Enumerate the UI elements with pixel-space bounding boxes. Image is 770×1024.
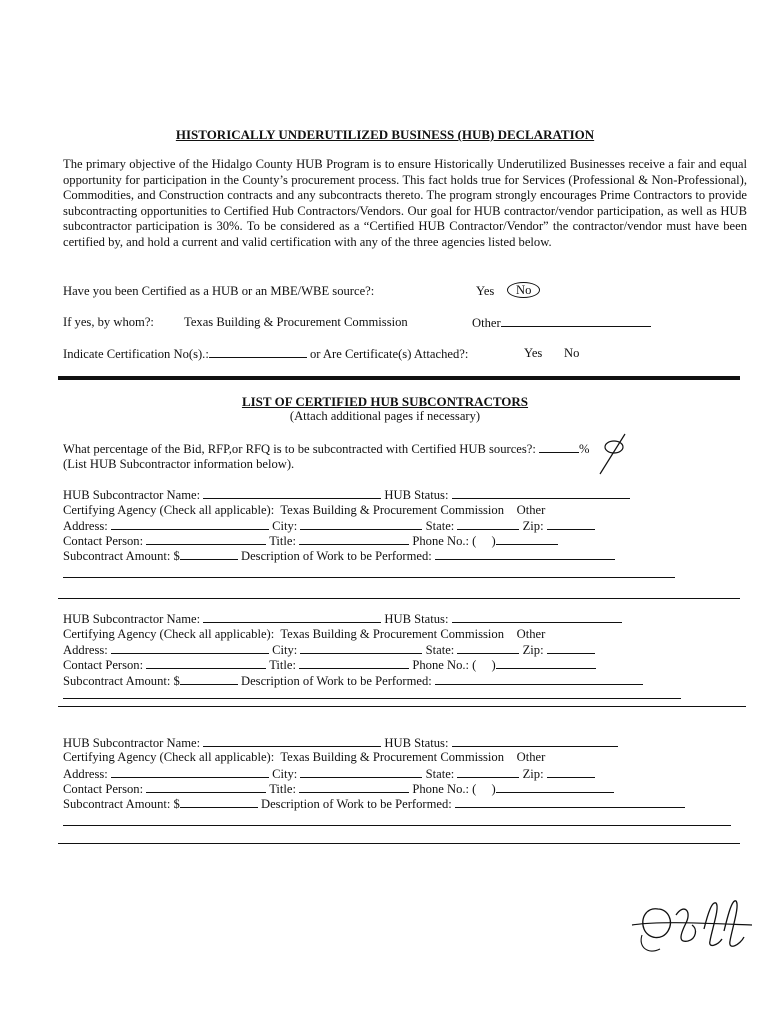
percent-sign: % [579,442,590,456]
amount-label: Subcontract Amount: $ [63,674,180,688]
subcontractor-2-address-field[interactable] [111,642,269,654]
city-label: City: [272,767,298,781]
subcontractor-2-amount-field[interactable] [180,673,238,685]
contact-label: Contact Person: [63,782,144,796]
agency-label: Certifying Agency (Check all applicable): [63,750,275,764]
state-label: State: [425,767,455,781]
phone-close: ) [491,534,496,548]
description-label: Description of Work to be Performed: [241,674,432,688]
phone-label: Phone No.: ( [412,534,477,548]
status-label: HUB Status: [384,736,449,750]
subcontractor-3-other-option[interactable]: Other [516,750,546,764]
handwritten-initials-signature [628,895,756,961]
subcontractor-2-zip-field[interactable] [547,642,595,654]
subcontractor-3-amount-row [63,796,685,812]
subcontractor-2-status-field[interactable] [452,611,622,623]
subcontractor-2-agency-option[interactable]: Texas Building & Procurement Commission [280,627,505,641]
zip-label: Zip: [522,767,544,781]
subcontractor-2-name-row [63,611,622,627]
subcontractor-1-name-field[interactable] [203,487,381,499]
intro-paragraph: The primary objective of the Hidalgo County HUB Program is to ensure Historically Underutilized Businesses receive a fair and equal opportunity for participation in the County’s procurement process. This fact holds true for Services (Professional & Non-Professional), Commodities, and Construction contracts and any subcontracts thereto. The program strongly encourages Prime Contractors to provide subcontracting opportunities to Certified Hub Contractors/Vendors. Our goal for HUB contractor/vendor participation, as well as HUB subcontractor participation is 30%. To be considered as a “Certified HUB Contractor/Vendor” the contractor/vendor must have been certified by, and hold a current and valid certification with any of the three agencies listed below. [63,157,747,249]
title-label: Title: [269,658,297,672]
subcontractor-3-description-field[interactable] [455,796,685,808]
zero-percent-handwritten-mark [592,432,642,476]
description-label: Description of Work to be Performed: [261,797,452,811]
subcontractor-2-description-line[interactable] [63,698,681,699]
percentage-question-row [63,441,590,457]
amount-label: Subcontract Amount: $ [63,797,180,811]
agency-option[interactable]: Texas Building & Procurement Commission [184,315,408,329]
subcontractor-3-state-field[interactable] [457,766,519,778]
subcontractor-3-zip-field[interactable] [547,766,595,778]
subcontractor-1-state-field[interactable] [457,518,519,530]
percentage-question: What percentage of the Bid, RFP,or RFQ is to be subcontracted with Certified HUB sources?: [63,442,536,456]
subcontractor-2-contact-row [63,657,596,673]
subcontractor-1-title-field[interactable] [299,533,409,545]
subcontractor-3-amount-field[interactable] [180,796,258,808]
contact-label: Contact Person: [63,658,144,672]
address-label: Address: [63,643,108,657]
subcontractor-3-contact-row [63,781,614,797]
phone-close: ) [491,658,496,672]
state-label: State: [425,643,455,657]
certificate-attached-label: or Are Certificate(s) Attached?: [309,347,469,361]
subcontractor-1-contact-field[interactable] [146,533,266,545]
name-label: HUB Subcontractor Name: [63,488,201,502]
subcontractor-1-other-option[interactable]: Other [516,503,546,517]
section-divider [58,376,740,380]
block-divider [58,706,746,707]
phone-close: ) [491,782,496,796]
certified-yes-option[interactable]: Yes [476,284,495,298]
subcontractor-2-address-row [63,642,595,658]
subcontractor-2-phone-field[interactable] [496,657,596,669]
subcontractor-1-amount-field[interactable] [180,548,238,560]
subcontractor-1-status-field[interactable] [452,487,630,499]
zip-label: Zip: [522,519,544,533]
block-divider [58,843,740,844]
subcontractor-2-agency-row [63,627,545,642]
certified-question: Have you been Certified as a HUB or an MBE/WBE source?: [63,284,375,298]
subcontractor-3-address-row [63,766,595,782]
agency-label: Certifying Agency (Check all applicable): [63,627,275,641]
other-agency-field[interactable] [501,315,651,327]
certification-number-label: Indicate Certification No(s).: [63,347,209,361]
subcontractor-2-other-option[interactable]: Other [516,627,546,641]
status-label: HUB Status: [384,612,449,626]
address-label: Address: [63,767,108,781]
subcontractor-1-phone-field[interactable] [496,533,558,545]
subcontractor-2-city-field[interactable] [300,642,422,654]
subcontractor-2-amount-row [63,673,643,689]
subcontractor-1-agency-row [63,503,545,518]
subcontractor-1-name-row [63,487,630,503]
subcontractor-3-name-row [63,735,618,751]
subcontractor-1-contact-row [63,533,558,549]
no-circled-answer: No [507,282,540,298]
other-label: Other [472,316,501,330]
phone-label: Phone No.: ( [412,782,477,796]
subcontractor-2-description-field[interactable] [435,673,643,685]
address-label: Address: [63,519,108,533]
subcontractor-2-contact-field[interactable] [146,657,266,669]
subcontractor-3-phone-field[interactable] [496,781,614,793]
description-label: Description of Work to be Performed: [241,549,432,563]
subcontractor-3-name-field[interactable] [203,735,381,747]
attached-yes-option[interactable]: Yes [524,346,543,360]
other-agency-option[interactable] [472,315,651,331]
percentage-field[interactable] [539,441,579,453]
zip-label: Zip: [522,643,544,657]
page-title: HISTORICALLY UNDERUTILIZED BUSINESS (HUB) DECLARATION [175,127,595,142]
block-divider [58,598,740,599]
name-label: HUB Subcontractor Name: [63,736,201,750]
subcontractor-1-description-line[interactable] [63,577,675,578]
subcontractor-2-name-field[interactable] [203,611,381,623]
subcontractor-3-agency-row [63,750,545,765]
subcontractor-3-description-line[interactable] [63,825,731,826]
certification-number-row [63,346,468,362]
list-subtitle: (Attach additional pages if necessary) [289,409,481,423]
subcontractor-2-state-field[interactable] [457,642,519,654]
title-label: Title: [269,534,297,548]
certification-number-field[interactable] [209,346,307,358]
subcontractor-1-address-field[interactable] [111,518,269,530]
subcontractor-1-agency-option[interactable]: Texas Building & Procurement Commission [280,503,505,517]
subcontractor-1-city-field[interactable] [300,518,422,530]
city-label: City: [272,643,298,657]
subcontractor-3-agency-option[interactable]: Texas Building & Procurement Commission [280,750,505,764]
subcontractor-3-contact-field[interactable] [146,781,266,793]
phone-label: Phone No.: ( [412,658,477,672]
subcontractor-3-city-field[interactable] [300,766,422,778]
list-title: LIST OF CERTIFIED HUB SUBCONTRACTORS [241,394,529,409]
subcontractor-1-amount-row [63,548,615,564]
title-label: Title: [269,782,297,796]
subcontractor-1-address-row [63,518,595,534]
city-label: City: [272,519,298,533]
state-label: State: [425,519,455,533]
percentage-note: (List HUB Subcontractor information below). [63,457,295,471]
subcontractor-3-address-field[interactable] [111,766,269,778]
amount-label: Subcontract Amount: $ [63,549,180,563]
status-label: HUB Status: [384,488,449,502]
name-label: HUB Subcontractor Name: [63,612,201,626]
certified-no-option[interactable] [507,282,540,298]
subcontractor-1-description-field[interactable] [435,548,615,560]
certified-by-question: If yes, by whom?: [63,315,154,329]
attached-no-option[interactable]: No [564,346,580,360]
contact-label: Contact Person: [63,534,144,548]
subcontractor-2-title-field[interactable] [299,657,409,669]
agency-label: Certifying Agency (Check all applicable): [63,503,275,517]
subcontractor-1-zip-field[interactable] [547,518,595,530]
subcontractor-3-title-field[interactable] [299,781,409,793]
subcontractor-3-status-field[interactable] [452,735,618,747]
